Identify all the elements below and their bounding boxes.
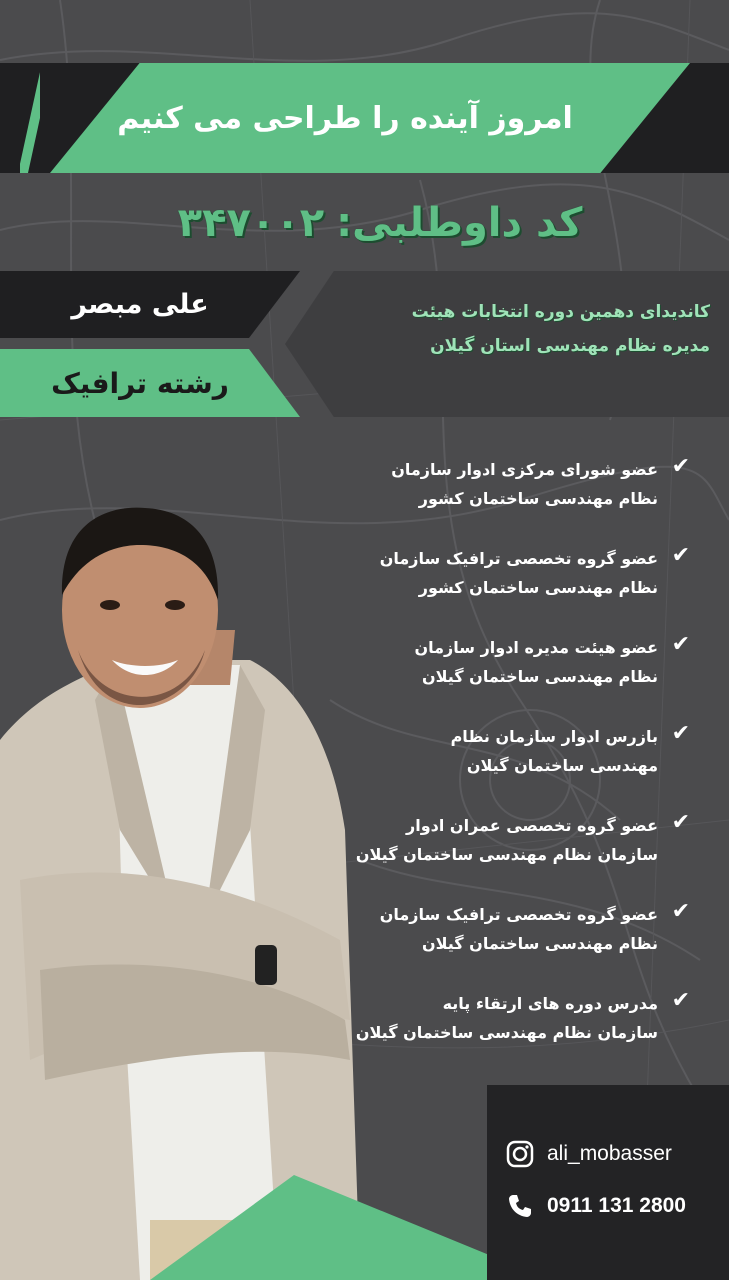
list-item [350,989,690,1047]
list-item [350,633,690,691]
candidate-code [100,188,660,258]
instagram-contact[interactable] [505,1134,725,1174]
list-item-line: عضو گروه تخصصی ترافیک سازمان [379,549,658,568]
list-item-line: عضو گروه تخصصی ترافیک سازمان [379,905,658,924]
candidate-code-label: کد داوطلبی: [336,200,583,246]
list-item-line: بازرس ادوار سازمان نظام [450,727,658,746]
list-item-line: سازمان نظام مهندسی ساختمان گیلان [355,1023,658,1042]
check-icon: ✔ [671,721,690,746]
candidate-description-line: کاندیدای دهمین دوره انتخابات هیئت [411,302,710,322]
phone-icon [505,1191,535,1221]
credentials-list [350,455,690,1078]
list-item-line: عضو شورای مرکزی ادوار سازمان [391,460,658,479]
phone-contact[interactable] [505,1186,725,1226]
list-item [350,811,690,869]
list-item [350,900,690,958]
list-item-line: نظام مهندسی ساختمان گیلان [421,934,658,953]
list-item [350,455,690,513]
list-item [350,722,690,780]
list-item-line: مهندسی ساختمان گیلان [466,756,658,775]
candidate-field: رشته ترافیک [51,366,229,400]
candidate-description [310,295,710,363]
candidate-name: علی مبصر [71,289,209,320]
check-icon: ✔ [671,988,690,1013]
check-icon: ✔ [671,899,690,924]
list-item [350,544,690,602]
candidate-code-value: ۳۴۷۰۰۲ [177,200,325,246]
banner-title: امروز آینده را طراحی می کنیم [117,100,573,136]
list-item-line: سازمان نظام مهندسی ساختمان گیلان [355,845,658,864]
contact-panel [487,1085,729,1280]
candidate-photo [0,500,360,1280]
list-item-line: نظام مهندسی ساختمان کشور [418,578,658,597]
list-item-line: نظام مهندسی ساختمان گیلان [421,667,658,686]
list-item-line: عضو هیئت مدیره ادوار سازمان [414,638,658,657]
instagram-icon [505,1139,535,1169]
check-icon: ✔ [671,454,690,479]
candidate-description-line: مدیره نظام مهندسی استان گیلان [430,336,710,356]
phone-number: 0911 131 2800 [547,1194,686,1217]
check-icon: ✔ [671,632,690,657]
check-icon: ✔ [671,543,690,568]
check-icon: ✔ [671,810,690,835]
list-item-line: نظام مهندسی ساختمان کشور [418,489,658,508]
list-item-line: مدرس دوره های ارتقاء پایه [442,994,658,1013]
list-item-line: عضو گروه تخصصی عمران ادوار [406,816,658,835]
instagram-handle: ali_mobasser [547,1142,672,1165]
